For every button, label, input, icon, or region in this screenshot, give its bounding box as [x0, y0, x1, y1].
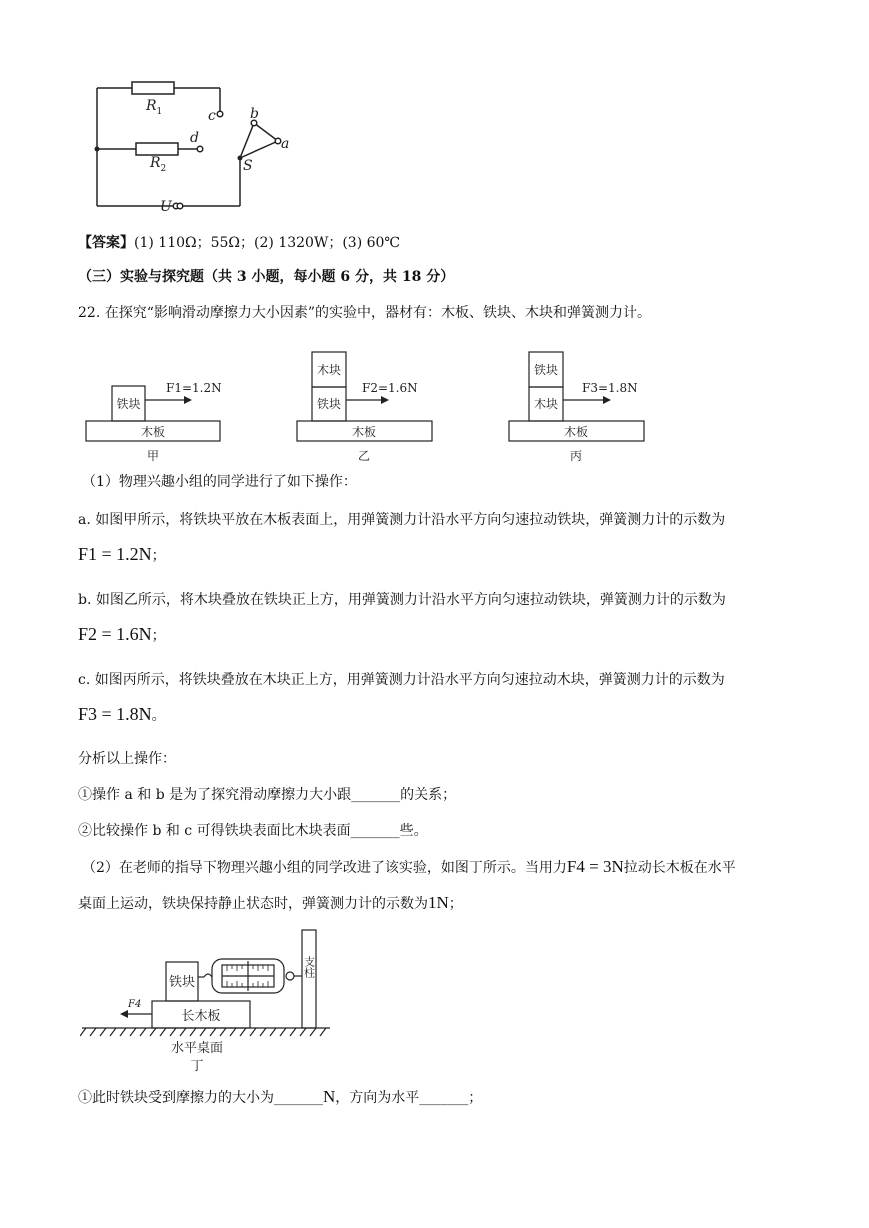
part2-text-a: （2）在老师的指导下物理兴趣小组的同学改进了该实验，如图丁所示。当用力 [82, 860, 567, 876]
jia-caption: 甲 [146, 449, 160, 463]
yi-force-label: F2=1.6N [362, 381, 418, 395]
part2-line1 [82, 857, 736, 878]
q2-1-text-b: ，方向为水平_______； [335, 1090, 483, 1106]
label-d: d [190, 130, 199, 146]
analysis-heading: 分析以上操作： [78, 751, 176, 767]
terminal-u-right [177, 203, 183, 209]
bing-force-label: F3=1.8N [582, 381, 638, 395]
q2-1-text-a: ①此时铁块受到摩擦力的大小为_______ [78, 1090, 323, 1106]
op-c-value: F3 = 1.8N。 [78, 704, 166, 724]
jia-board-label: 木板 [140, 425, 166, 439]
ding-force-label: F4 [128, 999, 142, 1010]
junction-dot [95, 147, 100, 152]
op-a-formula: F1 = 1.2N [78, 544, 152, 564]
answer-text: (1) 110Ω；55Ω；(2) 1320W；(3) 60℃ [134, 235, 401, 251]
terminal-a [275, 138, 281, 144]
yi-force-arrow [381, 396, 389, 404]
resistor-r2 [136, 143, 178, 155]
op-a-value: F1 = 1.2N； [78, 544, 166, 564]
pillar [302, 930, 316, 1028]
bing-caption: 丙 [569, 449, 583, 463]
bing-force-arrow [603, 396, 611, 404]
label-r1: $R_1$ [146, 98, 163, 117]
bing-bottom-label: 木块 [533, 397, 559, 411]
question-1-1: ①操作 a 和 b 是为了探究滑动摩擦力大小跟_______的关系； [78, 787, 457, 803]
ding-board-label: 长木板 [181, 1009, 221, 1024]
yi-board-label: 木板 [351, 425, 377, 439]
figures-jia-yi-bing [80, 340, 660, 465]
part2-reading: 1N [428, 893, 449, 912]
label-s: S [243, 158, 253, 174]
terminal-c [217, 111, 223, 117]
part1-intro: （1）物理兴趣小组的同学进行了如下操作： [82, 474, 357, 490]
bing-top-label: 铁块 [533, 363, 559, 377]
f4-arrow [120, 1010, 128, 1018]
label-r2: $R_2$ [150, 155, 167, 174]
ding-table-label: 水平桌面 [170, 1041, 224, 1056]
circuit-diagram [80, 70, 310, 220]
switch-pivot [238, 156, 243, 161]
op-b-value: F2 = 1.6N； [78, 624, 166, 644]
part2-f4: F4 = 3N [566, 857, 624, 876]
question-2-1 [78, 1087, 482, 1108]
ding-block-label: 铁块 [168, 975, 196, 990]
jia-block-label: 铁块 [116, 397, 141, 411]
part2-line2-text: 桌面上运动，铁块保持静止状态时，弹簧测力计的示数为 [78, 896, 428, 912]
figure-ding [80, 925, 340, 1075]
resistor-r1 [132, 82, 174, 94]
yi-caption: 乙 [357, 449, 371, 463]
op-b-formula: F2 = 1.6N [78, 624, 152, 644]
op-b-text: b. 如图乙所示，将木块叠放在铁块正上方，用弹簧测力计沿水平方向匀速拉动铁块，弹簧测力计的示数为 [78, 592, 726, 608]
answer-tag: 【答案】 [78, 235, 134, 251]
op-c-text: c. 如图丙所示，将铁块叠放在木块正上方，用弹簧测力计沿水平方向匀速拉动木块，弹簧测力计的示数为 [78, 672, 725, 688]
bing-board-label: 木板 [563, 425, 589, 439]
answer-line [78, 233, 400, 253]
ding-caption: 丁 [190, 1059, 204, 1074]
question-1-2: ②比较操作 b 和 c 可得铁块表面比木块表面_______些。 [78, 823, 428, 839]
yi-bottom-label: 铁块 [316, 397, 342, 411]
op-a-text: a. 如图甲所示，将铁块平放在木板表面上，用弹簧测力计沿水平方向匀速拉动铁块，弹簧测力计的示数为 [78, 512, 726, 528]
terminal-d [197, 146, 203, 152]
section-title: （三）实验与探究题（共 3 小题，每小题 6 分，共 18 分） [78, 269, 455, 285]
ding-pillar-label: 支柱 [302, 956, 316, 978]
op-c-formula: F3 = 1.8N [78, 704, 152, 724]
table-hatching [80, 1028, 326, 1036]
label-c: c [208, 108, 216, 124]
q22-stem: 22. 在探究“影响滑动摩擦力大小因素”的实验中，器材有：木板、铁块、木块和弹簧测力计。 [78, 305, 652, 321]
q2-1-unit: N [323, 1087, 336, 1106]
yi-top-label: 木块 [316, 363, 342, 377]
part2-line2-end: ； [448, 896, 463, 912]
label-a: a [281, 136, 290, 152]
jia-force-arrow [184, 396, 192, 404]
label-b: b [250, 106, 259, 122]
part2-line2 [78, 893, 463, 914]
jia-force-label: F1=1.2N [166, 381, 222, 395]
label-u: U [160, 199, 172, 215]
part2-text-b: 拉动长木板在水平 [623, 860, 736, 876]
